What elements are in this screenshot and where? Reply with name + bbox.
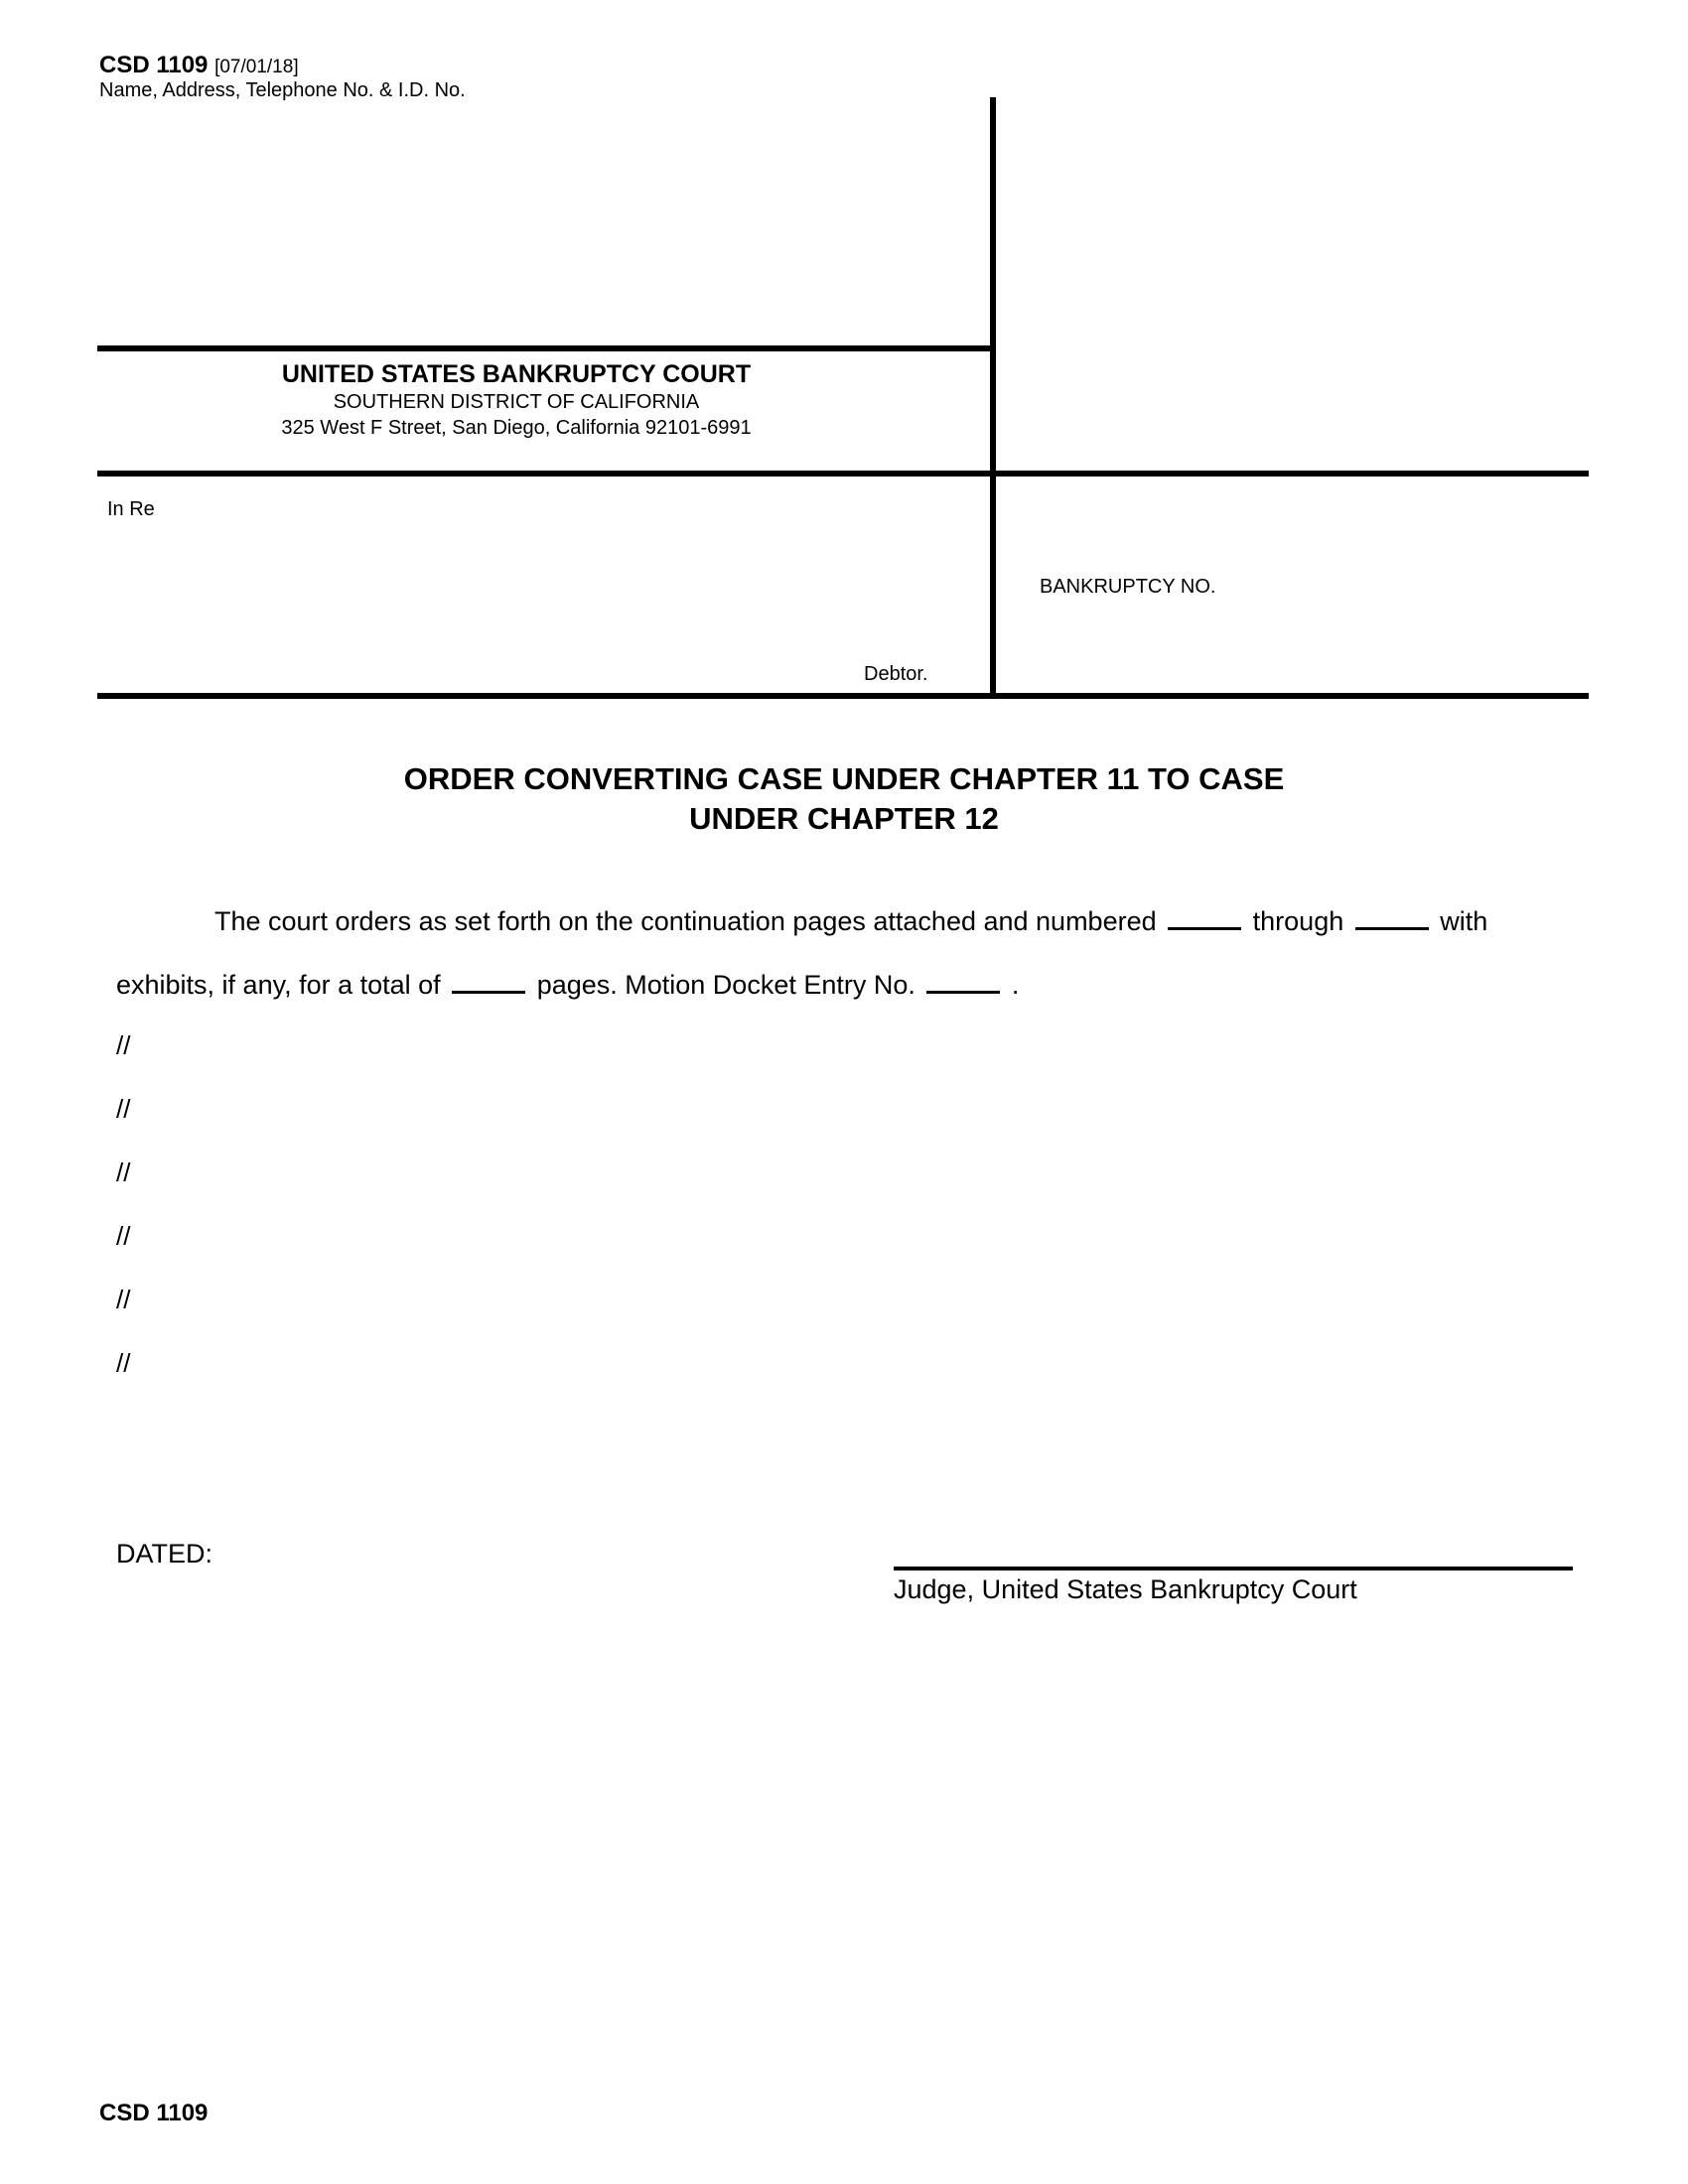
body-text-2c: .	[1011, 970, 1020, 1000]
debtor-label: Debtor.	[864, 663, 928, 685]
bankruptcy-no-label: BANKRUPTCY NO.	[1040, 576, 1216, 598]
court-district: SOUTHERN DISTRICT OF CALIFORNIA	[333, 391, 700, 413]
footer-form-number: CSD 1109	[99, 2100, 209, 2126]
body-text-1b: through	[1252, 906, 1344, 936]
form-number: CSD 1109	[99, 52, 209, 78]
court-name: UNITED STATES BANKRUPTCY COURT	[281, 360, 752, 388]
page-end-blank[interactable]	[1355, 905, 1429, 930]
judge-label: Judge, United States Bankruptcy Court	[894, 1574, 1357, 1604]
caption-bottom-rule	[97, 693, 1589, 699]
continuation-mark: //	[116, 1285, 131, 1314]
body-line-2	[116, 969, 1019, 1001]
order-title-line-1: ORDER CONVERTING CASE UNDER CHAPTER 11 TO CASE	[403, 761, 1285, 796]
order-title	[99, 759, 1589, 839]
continuation-mark: //	[116, 1348, 131, 1378]
form-id	[99, 52, 299, 79]
caption-top-rule	[97, 471, 1589, 477]
continuation-mark: //	[116, 1158, 131, 1187]
body-text-1a: The court orders as set forth on the continuation pages attached and numbered	[214, 906, 1157, 936]
body-text-2b: pages. Motion Docket Entry No.	[536, 970, 915, 1000]
judge-signature-line[interactable]	[894, 1567, 1573, 1570]
total-pages-blank[interactable]	[452, 969, 525, 994]
continuation-mark: //	[116, 1221, 131, 1251]
body-text-1c: with	[1440, 906, 1488, 936]
order-title-line-2: UNDER CHAPTER 12	[689, 801, 999, 836]
continuation-mark: //	[116, 1094, 131, 1124]
court-address: 325 West F Street, San Diego, California 92101-6991	[281, 417, 752, 439]
body-line-1	[214, 905, 1487, 937]
page-start-blank[interactable]	[1168, 905, 1241, 930]
party-info-label: Name, Address, Telephone No. & I.D. No.	[99, 79, 466, 101]
court-block	[99, 359, 933, 441]
court-top-rule	[97, 345, 996, 351]
docket-entry-blank[interactable]	[926, 969, 1000, 994]
body-text-2a: exhibits, if any, for a total of	[116, 970, 441, 1000]
dated-label: DATED:	[116, 1539, 213, 1569]
in-re-label: In Re	[107, 498, 155, 520]
continuation-mark: //	[116, 1030, 131, 1060]
caption-vertical-divider	[990, 97, 996, 697]
form-revision: [07/01/18]	[214, 57, 299, 77]
